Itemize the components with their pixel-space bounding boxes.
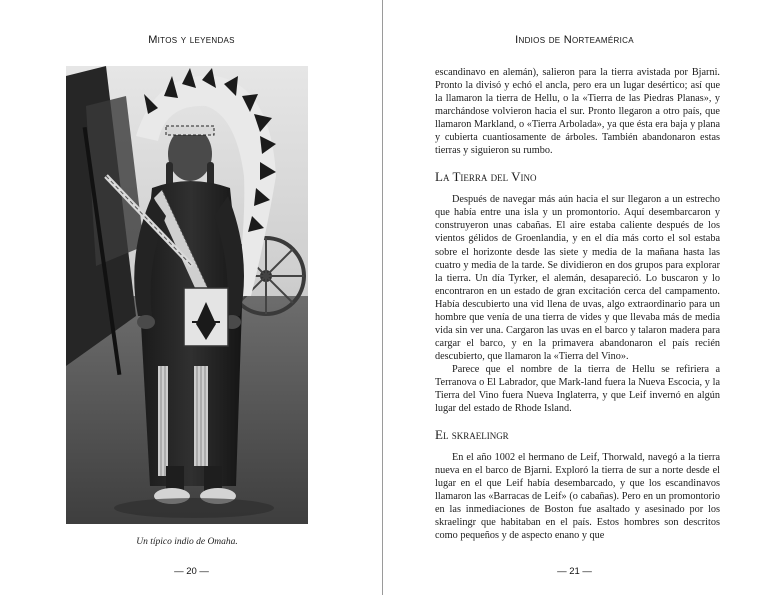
left-folio: — 20 — [174,566,209,577]
paragraph: En el año 1002 el hermano de Leif, Thorwald, navegó a la tierra nueva en el barco de Bjarni. Exploró la tierra de sur a norte desde el lugar en el que Leif había desembarcado, y que los escandinavos llamaron las «Barracas de Leif» (o cabañas). Pero en un promontorio en las inmediaciones de Boston fue asaltado y asesinado por los skraelingr que habitaban en el país. Estos hombres son descritos como pequeños y de aspecto enano y que [435,452,720,542]
paragraph: Después de navegar más aún hacia el sur llegaron a un estrecho que había entre una isla y un promontorio. Aquí desembarcaron y construyeron unas cabañas. El aire estaba caliente después de los vientos gélidos de Groenlandia, y en el día más corto el sol estaba sobre el horizonte desde las siete y media de la mañana hasta las cuatro y media de la tarde. Se dividieron en dos grupos para explorar la tierra. Un día Tyrker, el alemán, desapareció. Lo buscaron y lo encontraron en un estado de gran excitación cerca del campamento. Había descubierto una vid llena de uvas, algo extraordinario para un hombre que venía de una tierra de vides y que llevaba más de media vida sin ver una. Cargaron las uvas en el barco y talaron madera para cargar el barco, y en la primavera abandonaron el país recién descubierto, que llamaron la «Tierra del Vino». [435,194,720,362]
right-folio: — 21 — [557,566,592,577]
body-text [435,66,720,542]
photo-caption: Un típico indio de Omaha. [136,537,238,547]
right-page [383,0,766,595]
intro-paragraph: escandinavo en alemán), salieron para la tierra avistada por Bjarni. Pronto la divisó y echó el ancla, pero era un lugar desértico; así que la llamaron la tierra de Hellu, o la «Tierra de las Piedras Planas», y marchándose volvieron hacia el sur. Pronto llegaron a otro país, que llamaron Markland, o «Tierra Arbolada», ya que ésta era baja y plana y cubierta cuantiosamente de árboles. También abandonaron estas tierras y siguieron su rumbo. [435,67,720,157]
section-heading-skraelingr: El skraelingr [435,427,509,443]
paragraph: Parece que el nombre de la tierra de Hellu se refiriera a Terranova o El Labrador, que Mark-land fuera la Nueva Escocia, y la Tierra del Vino fuera Nueva Inglaterra, y que Leif invernó en algún lugar del estado de Rhode Island. [435,363,720,415]
section-heading-tierra-del-vino: La Tierra del Vino [435,169,537,185]
omaha-chief-photo [66,66,308,524]
right-running-head: Indios de Norteamérica [515,34,634,46]
left-running-head: Mitos y leyendas [148,34,235,46]
omaha-chief-illustration [66,66,308,524]
